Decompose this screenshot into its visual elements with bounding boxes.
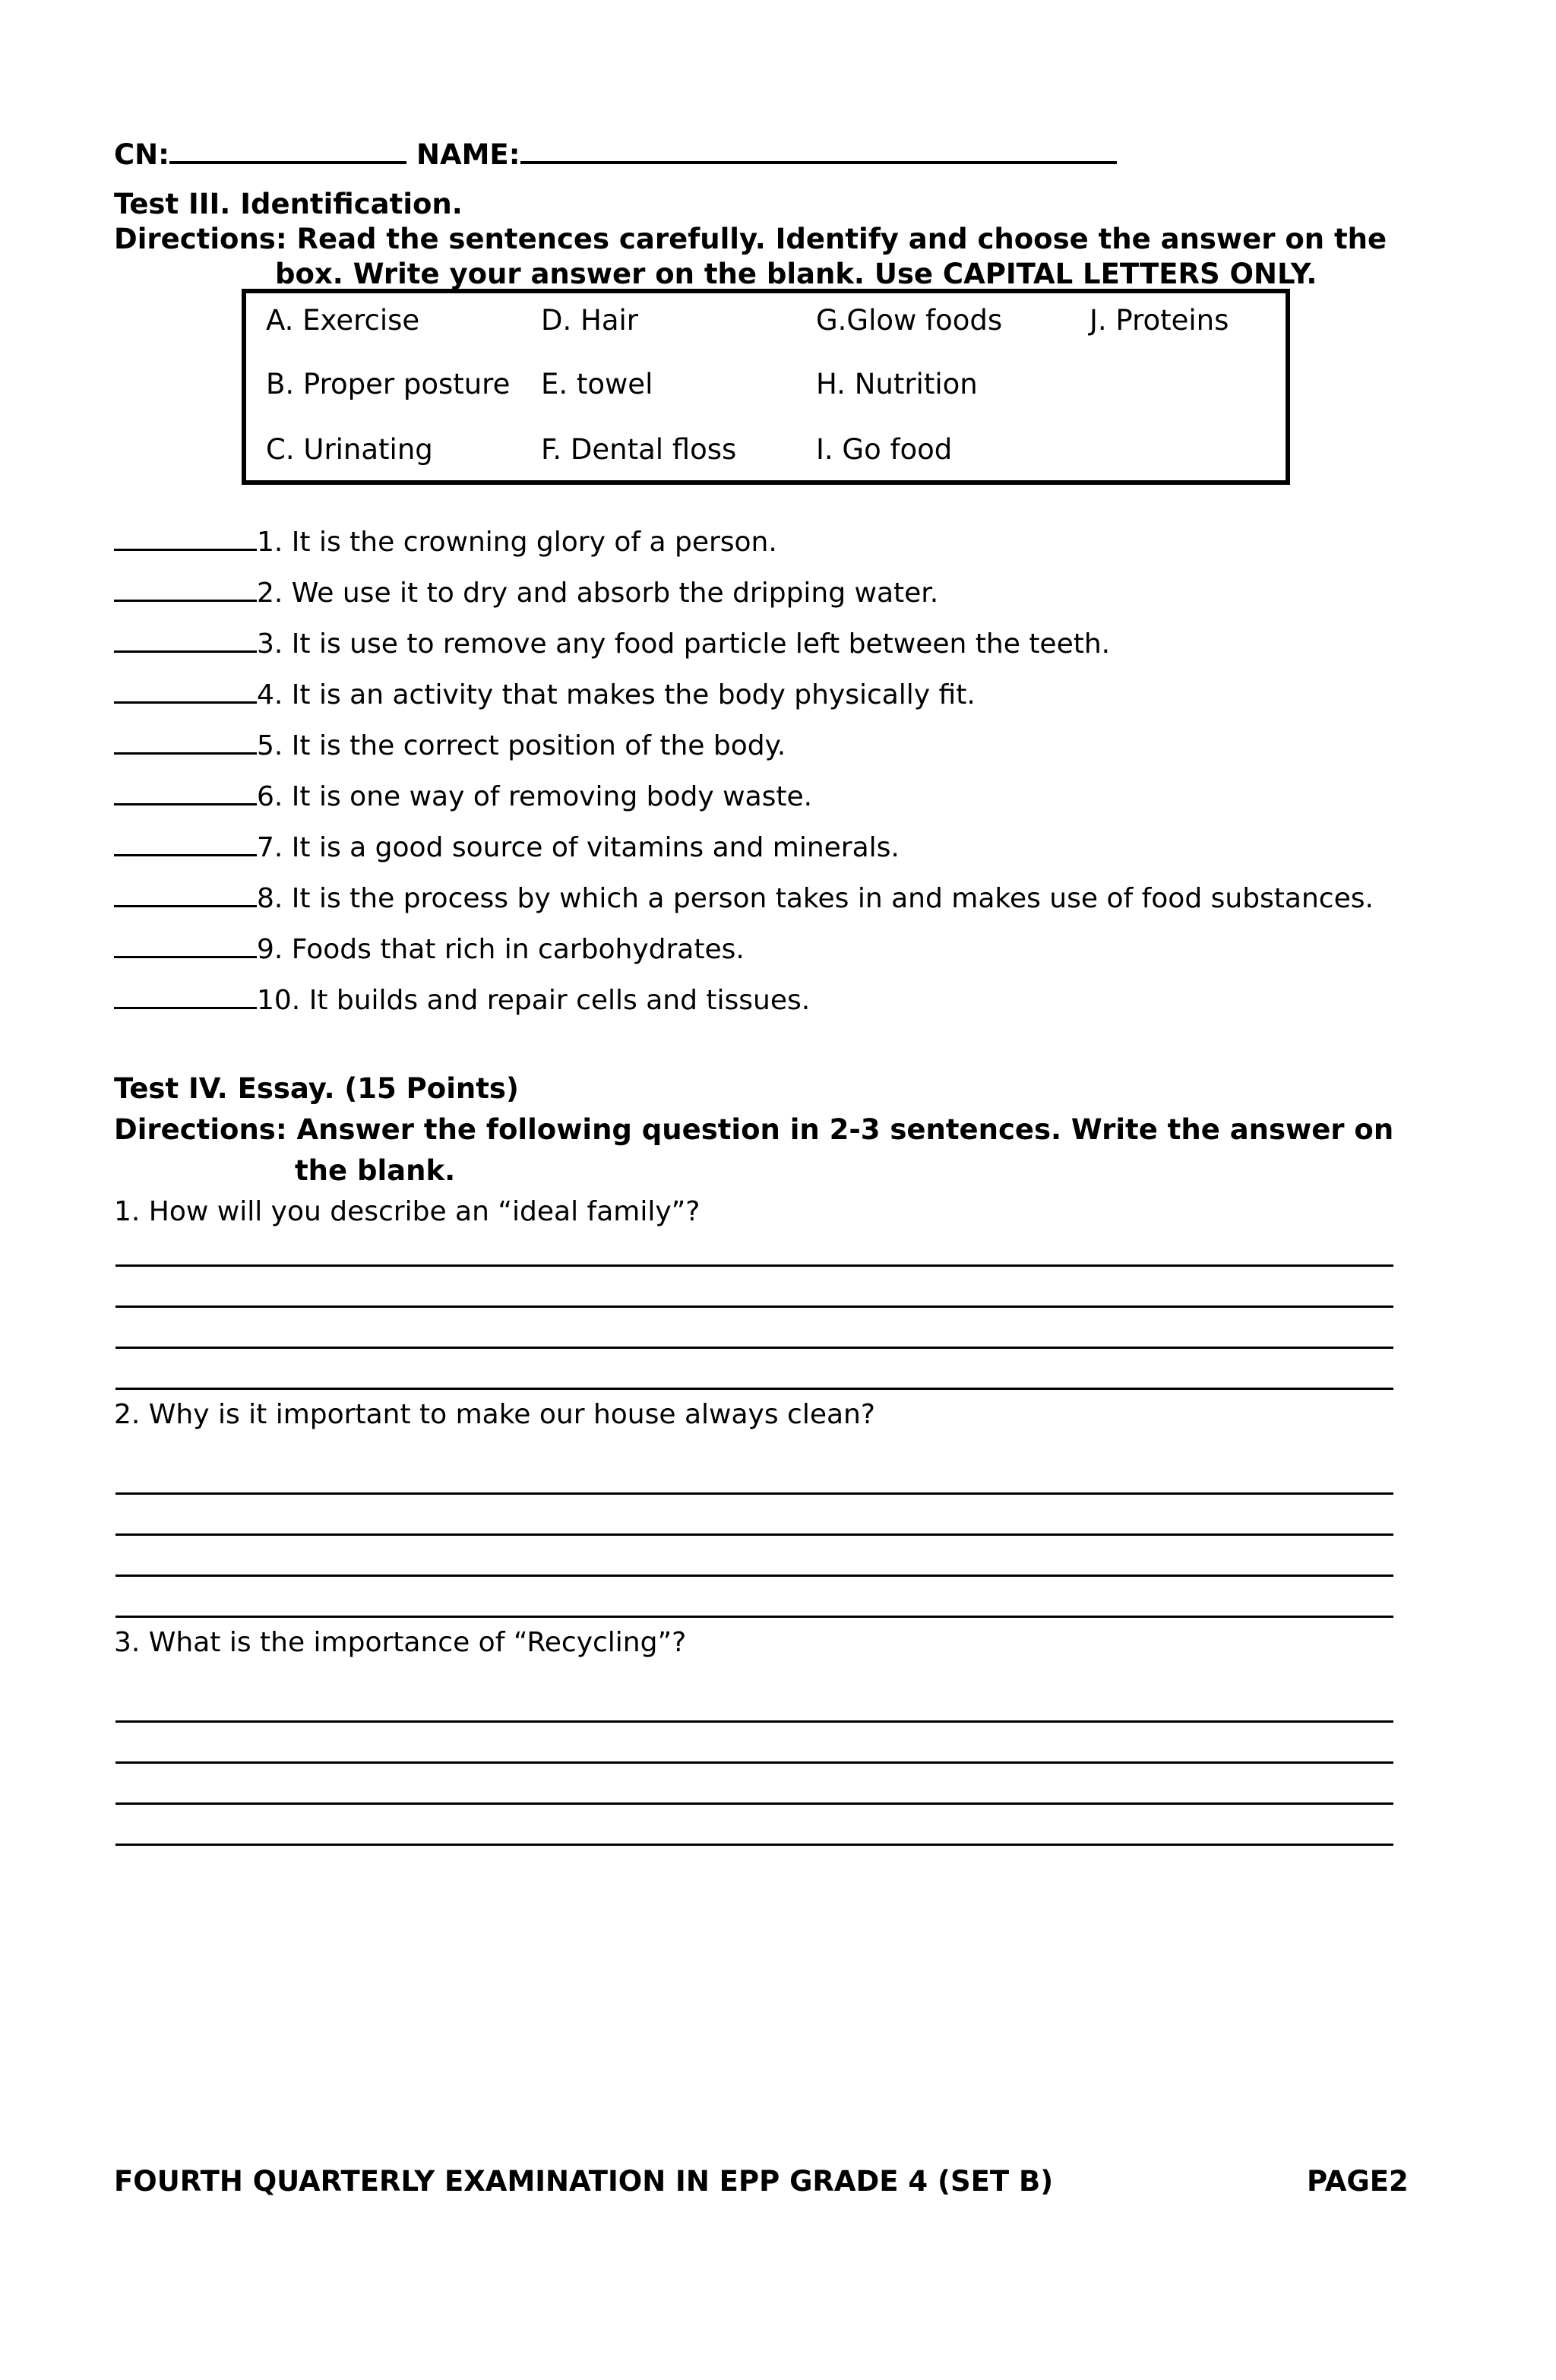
choice-i: I. Go food: [816, 433, 953, 466]
item-text: 9. Foods that rich in carbohydrates.: [257, 934, 745, 965]
essay-question-2: 2. Why is it important to make our house always clean?: [114, 1399, 875, 1430]
choice-e: E. towel: [541, 368, 653, 400]
answer-line[interactable]: [115, 1844, 1393, 1846]
identification-item: [114, 625, 1110, 658]
answer-blank[interactable]: [114, 726, 257, 755]
answer-line[interactable]: [115, 1306, 1393, 1308]
item-text: 4. It is an activity that makes the body physically fit.: [257, 679, 976, 711]
choice-g: G.Glow foods: [816, 304, 1003, 337]
answer-line[interactable]: [115, 1616, 1393, 1618]
name-label: NAME:: [416, 138, 520, 171]
answer-line[interactable]: [115, 1802, 1393, 1805]
cn-blank[interactable]: [169, 135, 406, 164]
answer-blank[interactable]: [114, 828, 257, 856]
item-text: 7. It is a good source of vitamins and minerals.: [257, 832, 900, 863]
answer-line[interactable]: [115, 1575, 1393, 1577]
answer-blank[interactable]: [114, 930, 257, 958]
test4-title: Test IV. Essay. (15 Points): [114, 1072, 519, 1105]
footer-page-number: PAGE2: [1307, 2165, 1409, 2198]
test4-directions-line2: the blank.: [295, 1154, 456, 1187]
answer-line[interactable]: [115, 1347, 1393, 1349]
answer-blank[interactable]: [114, 676, 257, 704]
identification-item: [114, 777, 812, 811]
item-text: 8. It is the process by which a person takes in and makes use of food substances.: [257, 883, 1374, 914]
cn-label: CN:: [114, 138, 169, 171]
answer-line[interactable]: [115, 1720, 1393, 1723]
item-text: 6. It is one way of removing body waste.: [257, 781, 813, 812]
choice-d: D. Hair: [541, 304, 639, 337]
identification-item: [114, 726, 786, 760]
student-info-line: [114, 135, 1117, 173]
choice-h: H. Nutrition: [816, 368, 978, 400]
answer-line[interactable]: [115, 1761, 1393, 1764]
choice-b: B. Proper posture: [266, 368, 511, 400]
test3-directions-line2: box. Write your answer on the blank. Use CAPITAL LETTERS ONLY.: [275, 258, 1317, 290]
answer-line[interactable]: [115, 1264, 1393, 1267]
item-text: 10. It builds and repair cells and tissues.: [257, 985, 811, 1016]
essay-question-1: 1. How will you describe an “ideal family”?: [114, 1196, 701, 1227]
item-text: 3. It is use to remove any food particle left between the teeth.: [257, 628, 1111, 660]
essay-question-3: 3. What is the importance of “Recycling”?: [114, 1627, 687, 1658]
identification-item: [114, 930, 745, 964]
item-text: 5. It is the correct position of the body.: [257, 730, 786, 761]
answer-blank[interactable]: [114, 777, 257, 805]
choice-c: C. Urinating: [266, 433, 433, 466]
answer-blank[interactable]: [114, 879, 257, 907]
identification-item: [114, 828, 900, 862]
item-text: 1. It is the crowning glory of a person.: [257, 527, 777, 558]
answer-line[interactable]: [115, 1492, 1393, 1495]
answer-line[interactable]: [115, 1388, 1393, 1390]
test4-directions-line1: Directions: Answer the following question in 2-3 sentences. Write the answer on: [114, 1113, 1394, 1146]
choice-f: F. Dental floss: [541, 433, 737, 466]
answer-line[interactable]: [115, 1533, 1393, 1536]
answer-blank[interactable]: [114, 574, 257, 602]
test3-title: Test III. Identification.: [114, 188, 463, 220]
answer-blank[interactable]: [114, 523, 257, 551]
identification-item: [114, 676, 976, 709]
choice-a: A. Exercise: [266, 304, 420, 337]
footer-exam-title: FOURTH QUARTERLY EXAMINATION IN EPP GRADE 4 (SET B): [114, 2165, 1054, 2198]
answer-blank[interactable]: [114, 981, 257, 1009]
choice-j: J. Proteins: [1090, 304, 1229, 337]
identification-item: [114, 879, 1374, 913]
answer-choices-box: [242, 289, 1290, 485]
item-text: 2. We use it to dry and absorb the dripping water.: [257, 578, 939, 609]
identification-item: [114, 574, 938, 607]
answer-blank[interactable]: [114, 625, 257, 653]
name-blank[interactable]: [520, 135, 1117, 164]
identification-item: [114, 981, 810, 1014]
identification-item: [114, 523, 777, 556]
test3-directions-line1: Directions: Read the sentences carefully. Identify and choose the answer on the: [114, 223, 1387, 255]
